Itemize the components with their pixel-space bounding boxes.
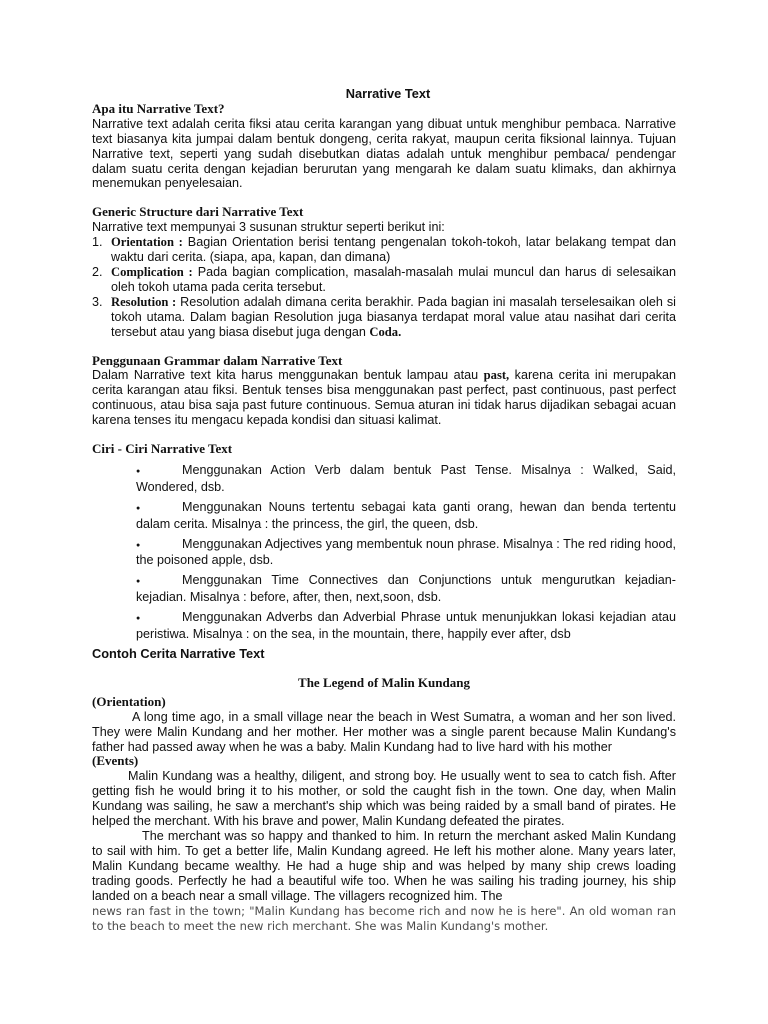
bullet-icon: ● <box>136 615 141 623</box>
section-heading-generic-structure: Generic Structure dari Narrative Text <box>92 204 304 220</box>
structure-term: Resolution : <box>111 294 177 309</box>
grammar-text-b: karena cerita ini merupakan cerita karangan atau fiksi. Bentuk tenses bisa menggunakan past perfect, past continuous, past perfect continuous, atau bisa saja past future continuous. Semua aturan ini tidak harus dijadikan sebagai acuan karena tenses itu mengacu kepada kondisi dan situasi kalimat. <box>92 368 677 428</box>
story-events-paragraph-1: Malin Kundang was a healthy, diligent, and strong boy. He usually went to sea to catch fish. After getting fish he would bring it to his mother, or sold the caught fish in the town. One day, when Malin Kundang was sailing, he saw a merchant's ship which was being raided by a small band of pirates. He helped the merchant. With his brave and power, Malin Kundang defeated the pirates. <box>92 769 676 829</box>
bullet-text: Menggunakan Time Connectives dan Conjunctions untuk mengurutkan kejadian-kejadian. Misalnya : before, after, then, next,soon, dsb. <box>136 573 676 605</box>
structure-item-number: 2. <box>92 264 103 279</box>
structure-desc: Pada bagian complication, masalah-masalah mulai muncul dan harus di selesaikan oleh tokoh utama pada cerita tersebut. <box>111 264 676 294</box>
past-term: past, <box>483 368 510 383</box>
section-heading-what-is: Apa itu Narrative Text? <box>92 100 225 116</box>
structure-item-orientation <box>92 235 676 265</box>
grammar-text-a: Dalam Narrative text kita harus menggunakan bentuk lampau atau <box>92 368 484 383</box>
story-title: The Legend of Malin Kundang <box>298 674 470 690</box>
story-events-label: (Events) <box>92 753 139 769</box>
bullet-text: Menggunakan Adverbs dan Adverbial Phrase untuk menunjukkan lokasi kejadian atau peristiwa. Misalnya : on the sea, in the mountain, there, happily ever after, dsb <box>136 610 676 642</box>
story-events-paragraph-2: The merchant was so happy and thanked to him. In return the merchant asked Malin Kundang to sail with him. To get a better life, Malin Kundang agreed. He left his mother alone. Many years later, Malin Kundang became wealthy. He had a huge ship and was helped by many ship crews loading trading goods. Perfectly he had a beautiful wife too. When he was sailing his trading journey, his ship landed on a beach near a small village. The villagers recognized him. The <box>92 828 676 903</box>
structure-intro: Narrative text mempunyai 3 susunan struktur seperti berikut ini: <box>92 220 445 235</box>
characteristic-bullet <box>136 573 676 605</box>
structure-desc: Bagian Orientation berisi tentang pengenalan tokoh-tokoh, latar belakang tempat dan waktu dari cerita. (siapa, apa, kapan, dan dimana) <box>111 235 676 265</box>
structure-item-number: 1. <box>92 235 103 250</box>
bullet-text: Menggunakan Nouns tertentu sebagai kata ganti orang, hewan dan benda tertentu dalam cerita. Misalnya : the princess, the girl, the queen, dsb. <box>136 499 676 531</box>
coda-term: Coda. <box>369 324 402 339</box>
section-body-what-is: Narrative text adalah cerita fiksi atau cerita karangan yang dibuat untuk menghibur pembaca. Narrative text biasanya kita jumpai dalam bentuk dongeng, cerita rakyat, maupun cerita fiksional lainnya. Tujuan Narrative text, seperti yang sudah disebutkan diatas adalah untuk menghibur pembaca/ pendengar dalam suatu cerita dengan kejadian berurutan yang mengarah ke dalam suatu klimaks, dan akhirnya menemukan penyelesaian. <box>92 116 676 191</box>
document-content <box>92 87 676 934</box>
story-orientation-text: A long time ago, in a small village near the beach in West Sumatra, a woman and her son lived. They were Malin Kundang and her mother. Her mother was a single parent because Malin Kundang's father had passed away when he was a baby. Malin Kundang had to live hard with his mother <box>92 709 676 754</box>
structure-item-resolution <box>92 295 676 340</box>
story-orientation-label: (Orientation) <box>92 693 166 709</box>
characteristic-bullet <box>136 500 676 532</box>
bullet-icon: ● <box>136 541 141 549</box>
section-heading-characteristics: Ciri - Ciri Narrative Text <box>92 441 233 457</box>
characteristic-bullet <box>136 463 676 495</box>
story-events-paragraph-3: news ran fast in the town; "Malin Kundang has become rich and now he is here". An old woman ran to the beach to meet the new rich merchant. She was Malin Kundang's mother. <box>92 903 676 933</box>
document-title: Narrative Text <box>345 86 431 101</box>
structure-item-number: 3. <box>92 294 103 309</box>
example-heading: Contoh Cerita Narrative Text <box>92 646 265 661</box>
structure-term: Orientation : <box>111 235 183 250</box>
structure-desc: Resolution adalah dimana cerita berakhir. Pada bagian ini masalah terselesaikan oleh si tokoh utama. Dalam bagian Resolution juga biasanya terdapat moral value atau nasihat dari cerita tersebut atau yang biasa disebut juga dengan <box>111 294 676 339</box>
bullet-icon: ● <box>136 504 141 512</box>
bullet-text: Menggunakan Action Verb dalam bentuk Past Tense. Misalnya : Walked, Said, Wondered, dsb. <box>136 462 676 494</box>
bullet-icon: ● <box>136 578 141 586</box>
bullet-icon: ● <box>136 467 141 475</box>
characteristic-bullet <box>136 610 676 642</box>
section-heading-grammar: Penggunaan Grammar dalam Narrative Text <box>92 352 343 368</box>
section-body-grammar <box>92 368 676 428</box>
structure-item-complication <box>92 265 676 295</box>
structure-term: Complication : <box>111 264 193 279</box>
characteristic-bullet <box>136 537 676 569</box>
bullet-text: Menggunakan Adjectives yang membentuk noun phrase. Misalnya : The red riding hood, the poisoned apple, dsb. <box>136 536 676 568</box>
